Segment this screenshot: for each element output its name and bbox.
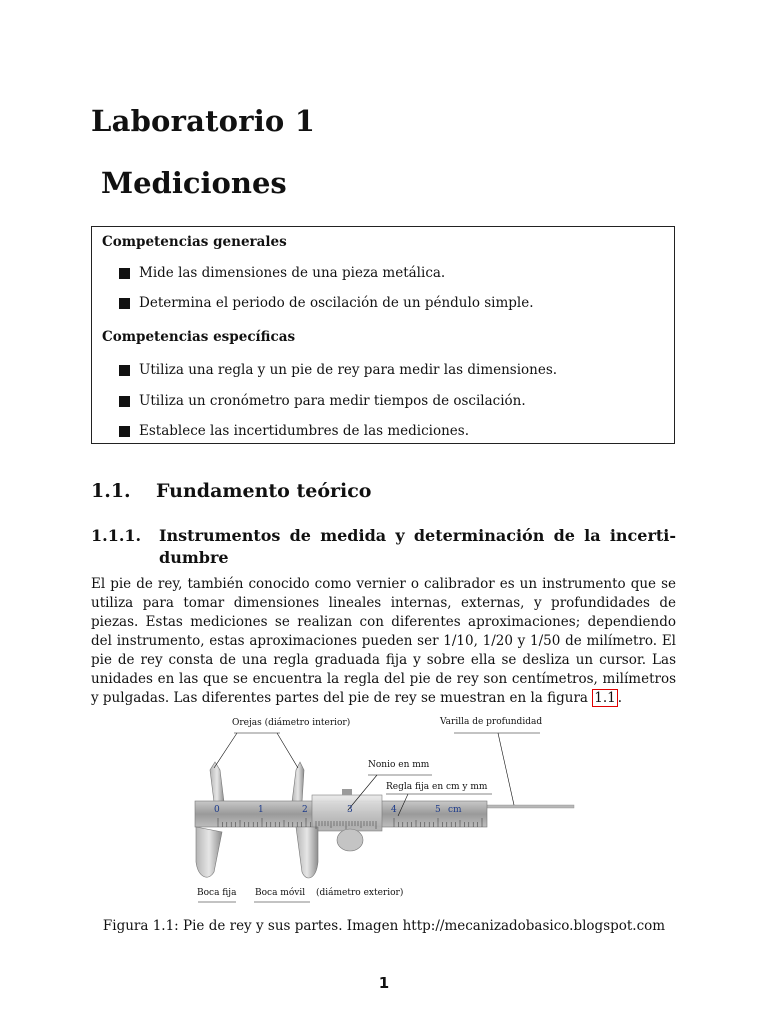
competencia-especifica-item [119, 393, 526, 409]
competencia-text: Utiliza un cronómetro para medir tiempos de oscilación. [139, 393, 526, 409]
boca-fija-label: Boca fija [197, 888, 237, 898]
subsection-heading [91, 525, 676, 569]
competencias-box [91, 226, 675, 444]
subsection-title: Instrumentos de medida y determinación de la incerti-dumbre [159, 526, 676, 567]
square-bullet-icon [119, 298, 130, 309]
competencias-especificas-heading: Competencias específicas [102, 329, 296, 345]
nonio-label: Nonio en mm [368, 760, 430, 770]
square-bullet-icon [119, 365, 130, 376]
boca-movil-label: Boca móvil [255, 888, 306, 898]
paragraph-end: . [617, 690, 623, 706]
scale-number: 3 [347, 805, 353, 815]
figure-reference-link[interactable]: 1.1 [594, 690, 616, 706]
competencia-especifica-item [119, 423, 469, 439]
square-bullet-icon [119, 268, 130, 279]
competencias-generales-heading: Competencias generales [102, 234, 287, 250]
square-bullet-icon [119, 396, 130, 407]
section-number: 1.1. [91, 480, 131, 502]
scale-number: 2 [302, 805, 308, 815]
caliper-illustration [192, 712, 576, 904]
regla-label: Regla fija en cm y mm [386, 782, 488, 792]
scale-number: 1 [258, 805, 264, 815]
square-bullet-icon [119, 426, 130, 437]
competencia-text: Mide las dimensiones de una pieza metálica. [139, 265, 446, 281]
varilla-label: Varilla de profundidad [440, 717, 543, 727]
diametro-exterior-label: (diámetro exterior) [316, 888, 404, 898]
competencia-text: Utiliza una regla y un pie de rey para medir las dimensiones. [139, 362, 558, 378]
chapter-label: Laboratorio 1 [91, 104, 316, 138]
competencia-general-item [119, 295, 534, 311]
section-heading [91, 480, 371, 502]
scale-number: 0 [214, 805, 220, 815]
scale-unit: cm [448, 805, 462, 815]
subsection-number: 1.1.1. [91, 526, 142, 545]
page-number: 1 [378, 974, 390, 992]
caliper-figure [192, 712, 576, 904]
competencia-general-item [119, 265, 445, 281]
scale-number: 4 [391, 805, 397, 815]
orejas-label: Orejas (diámetro interior) [232, 718, 351, 728]
paragraph-text: El pie de rey, también conocido como vernier o calibrador es un instrumento que se utiliza para tomar dimensiones lineales internas, externas, y profundidades de piezas. Estas mediciones se realizan con diferentes aproximaciones; dependiendo del instrumento, estas aproximaciones pueden ser 1/10, 1/20 y 1/50 de milímetro. El pie de rey consta de una regla graduada fija y sobre ella se desliza un cursor. Las unidades en las que se encuentra la regla del pie de rey son centímetros, milímetros y pulgadas. Las diferentes partes del pie de rey se muestran en la figura [91, 576, 676, 706]
body-paragraph [91, 575, 676, 708]
competencia-text: Establece las incertidumbres de las mediciones. [139, 423, 469, 439]
competencia-text: Determina el periodo de oscilación de un péndulo simple. [139, 295, 534, 311]
figure-caption: Figura 1.1: Pie de rey y sus partes. Imagen http://mecanizadobasico.blogspot.com [102, 918, 666, 934]
scale-number: 5 [435, 805, 441, 815]
section-title: Fundamento teórico [156, 480, 372, 502]
competencia-especifica-item [119, 362, 557, 378]
chapter-title: Mediciones [101, 166, 287, 200]
